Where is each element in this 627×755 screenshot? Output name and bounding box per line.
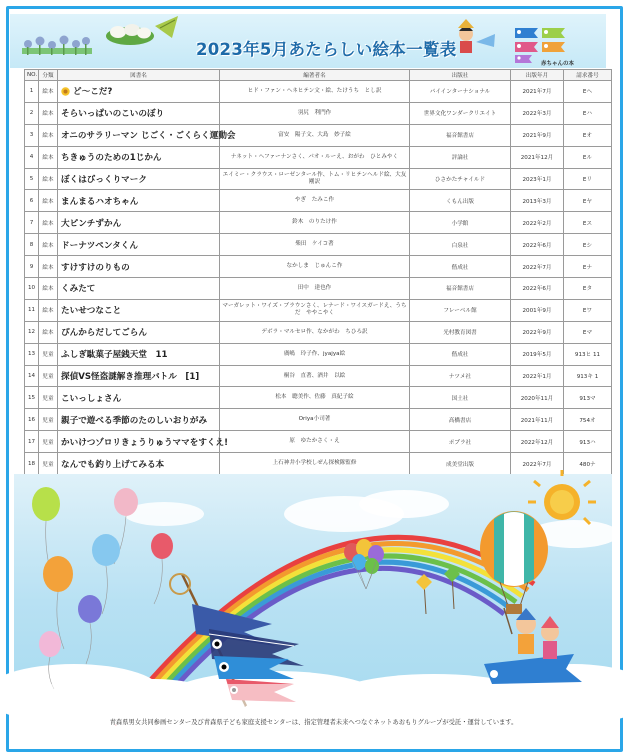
row-title: すけすけのりもの	[58, 256, 220, 278]
row-author: デボラ・マルセロ作、なかがわ ちひろ訳	[220, 321, 410, 343]
header-date: 出版年月	[511, 70, 564, 81]
row-category: 絵本	[39, 321, 58, 343]
header-call-number: 請求番号	[564, 70, 612, 81]
row-category: 絵本	[39, 124, 58, 146]
koi-caption: 赤ちゃんの本	[541, 61, 575, 67]
row-author: 上石神井小学校しぜん探検隊監修	[220, 453, 410, 475]
row-author: ヒド・ファン・ヘネヒテン文・絵、たけうち とし訳	[220, 81, 410, 103]
row-author: マーガレット・ワイズ・ブラウンさく、レナード・ワイスガードえ、うちだ ややこやく	[220, 299, 410, 321]
row-date: 2022年2月	[511, 212, 564, 234]
row-title: オニのサラリーマン じごく・ごくらく運動会	[58, 124, 220, 146]
table-row	[25, 146, 612, 168]
row-number: 12	[25, 321, 39, 343]
row-date: 2021年12月	[511, 146, 564, 168]
row-publisher: 小学館	[410, 212, 511, 234]
row-publisher: フレーベル館	[410, 299, 511, 321]
row-author: 羽尻 利門作	[220, 102, 410, 124]
row-author: 鈴木 のりたけ作	[220, 212, 410, 234]
row-title: ふしぎ駄菓子屋銭天堂 11	[58, 343, 220, 365]
table-row	[25, 365, 612, 387]
row-call-number: Eヘ	[564, 81, 612, 103]
row-number: 1	[25, 81, 39, 103]
row-title-text: ど～こだ?	[73, 87, 113, 98]
header-title: 図書名	[58, 70, 220, 81]
table-row	[25, 431, 612, 453]
row-publisher: 福音館書店	[410, 124, 511, 146]
row-author: なかしま じゅんこ作	[220, 256, 410, 278]
row-call-number: Eヤ	[564, 190, 612, 212]
row-number: 9	[25, 256, 39, 278]
row-publisher: 高橋書店	[410, 409, 511, 431]
row-number: 10	[25, 278, 39, 300]
scene-svg	[14, 474, 612, 706]
row-date: 2023年1月	[511, 168, 564, 190]
row-title: まんまるハオちゃん	[58, 190, 220, 212]
row-call-number: Eシ	[564, 234, 612, 256]
table-row	[25, 453, 612, 475]
row-author: Oriya小司著	[220, 409, 410, 431]
children-icon	[484, 608, 582, 684]
row-author: 柴田 ケイコ著	[220, 234, 410, 256]
row-number: 13	[25, 343, 39, 365]
row-publisher: ひさかたチャイルド	[410, 168, 511, 190]
row-call-number: Eマ	[564, 321, 612, 343]
row-title: ぼくはびっくりマーク	[58, 168, 220, 190]
row-title: ぴんからだしてごらん	[58, 321, 220, 343]
row-title: かいけつゾロリきょうりゅうママをすくえ!	[58, 431, 220, 453]
table-row	[25, 234, 612, 256]
row-title: こいっしょさん	[58, 387, 220, 409]
row-number: 4	[25, 146, 39, 168]
table-row	[25, 278, 612, 300]
row-category: 絵本	[39, 146, 58, 168]
row-date: 2021年9月	[511, 124, 564, 146]
table-row	[25, 343, 612, 365]
row-author: 田中 達也作	[220, 278, 410, 300]
row-author: 原 ゆたかさく・え	[220, 431, 410, 453]
page-title: 2023年5月あたらしい絵本一覧表	[196, 40, 457, 59]
header-category: 分類	[39, 70, 58, 81]
row-number: 5	[25, 168, 39, 190]
footer-note: 青森県男女共同参画センター及び青森県子ども家庭支援センターは、指定管理者未来へつなぐネットあおもりグループが受託・運営しています。	[109, 719, 518, 726]
row-author: エイミー・クラウス・ローゼンタール作、トム・リヒテンヘルド絵、大友 剛訳	[220, 168, 410, 190]
row-author: 廣嶋 玲子作、jyajya絵	[220, 343, 410, 365]
row-date: 2022年9月	[511, 321, 564, 343]
row-author: 富安 陽子文、大島 妙子絵	[220, 124, 410, 146]
row-date: 2019年5月	[511, 343, 564, 365]
row-category: 絵本	[39, 190, 58, 212]
row-date: 2022年6月	[511, 234, 564, 256]
row-number: 16	[25, 409, 39, 431]
row-title	[58, 81, 220, 103]
row-date: 2020年11月	[511, 387, 564, 409]
sunflower-icon	[61, 87, 70, 96]
row-number: 3	[25, 124, 39, 146]
row-category: 児童	[39, 409, 58, 431]
koinobori-icon	[515, 28, 565, 63]
row-number: 8	[25, 234, 39, 256]
row-date: 2022年1月	[511, 365, 564, 387]
row-call-number: Eス	[564, 212, 612, 234]
row-publisher: 偕成社	[410, 343, 511, 365]
row-date: 2021年7月	[511, 81, 564, 103]
row-publisher: 福音館書店	[410, 278, 511, 300]
row-number: 6	[25, 190, 39, 212]
row-publisher: ポプラ社	[410, 431, 511, 453]
sun-icon	[528, 470, 596, 524]
mochi-icon	[106, 16, 178, 45]
row-publisher: 国土社	[410, 387, 511, 409]
row-publisher: 成美堂出版	[410, 453, 511, 475]
row-category: 絵本	[39, 278, 58, 300]
row-call-number: Eリ	[564, 168, 612, 190]
row-publisher: 評論社	[410, 146, 511, 168]
row-category: 絵本	[39, 256, 58, 278]
row-category: 児童	[39, 343, 58, 365]
row-date: 2001年9月	[511, 299, 564, 321]
header-author: 編著者名	[220, 70, 410, 81]
row-number: 2	[25, 102, 39, 124]
row-date: 2022年6月	[511, 278, 564, 300]
row-title: ドーナツペンタくん	[58, 234, 220, 256]
row-author: 松本 聰美作、佐藤 真紀子絵	[220, 387, 410, 409]
row-number: 15	[25, 387, 39, 409]
row-author: ナネット・ヘファーナンさく、パオ・ルーえ、おがわ ひとみやく	[220, 146, 410, 168]
table-row	[25, 168, 612, 190]
header-publisher: 出版社	[410, 70, 511, 81]
row-date: 2022年7月	[511, 453, 564, 475]
row-call-number: Eタ	[564, 278, 612, 300]
table-row	[25, 299, 612, 321]
row-category: 絵本	[39, 234, 58, 256]
row-category: 絵本	[39, 168, 58, 190]
row-call-number: 913ヒ 11	[564, 343, 612, 365]
row-publisher: くもん出版	[410, 190, 511, 212]
row-category: 絵本	[39, 81, 58, 103]
header-no: NO.	[25, 70, 39, 81]
row-category: 絵本	[39, 102, 58, 124]
row-number: 7	[25, 212, 39, 234]
row-call-number: 913ハ	[564, 431, 612, 453]
row-publisher: パイインターナショナル	[410, 81, 511, 103]
row-call-number: Eワ	[564, 299, 612, 321]
table-row	[25, 190, 612, 212]
row-title: 親子で遊べる季節のたのしいおりがみ	[58, 409, 220, 431]
row-category: 絵本	[39, 212, 58, 234]
table-row	[25, 124, 612, 146]
book-list-table	[24, 69, 612, 475]
row-number: 11	[25, 299, 39, 321]
children-icon	[458, 19, 495, 53]
row-author: やぎ たみこ作	[220, 190, 410, 212]
table-row	[25, 102, 612, 124]
row-publisher: 光村教育図書	[410, 321, 511, 343]
header-banner	[10, 14, 606, 68]
row-call-number: Eオ	[564, 124, 612, 146]
row-call-number: 913キ 1	[564, 365, 612, 387]
row-category: 絵本	[39, 299, 58, 321]
row-title: なんでも釣り上げてみる本	[58, 453, 220, 475]
table-header-row	[25, 70, 612, 81]
row-call-number: Eハ	[564, 102, 612, 124]
row-call-number: 480ナ	[564, 453, 612, 475]
row-publisher: 偕成社	[410, 256, 511, 278]
row-date: 2021年11月	[511, 409, 564, 431]
table-row	[25, 81, 612, 103]
row-call-number: Eナ	[564, 256, 612, 278]
row-title: 探偵VS怪盗謎解き推理バトル [1]	[58, 365, 220, 387]
row-date: 2022年3月	[511, 102, 564, 124]
row-category: 児童	[39, 387, 58, 409]
row-number: 18	[25, 453, 39, 475]
row-date: 2013年3月	[511, 190, 564, 212]
table-row	[25, 256, 612, 278]
row-call-number: 913マ	[564, 387, 612, 409]
row-call-number: Eル	[564, 146, 612, 168]
row-number: 14	[25, 365, 39, 387]
row-category: 児童	[39, 431, 58, 453]
row-title: たいせつなこと	[58, 299, 220, 321]
row-publisher: ナツメ社	[410, 365, 511, 387]
row-number: 17	[25, 431, 39, 453]
table-row	[25, 409, 612, 431]
table-row	[25, 387, 612, 409]
table-row	[25, 321, 612, 343]
row-call-number: 754オ	[564, 409, 612, 431]
row-publisher: 世界文化ワンダークリエイト	[410, 102, 511, 124]
row-date: 2022年7月	[511, 256, 564, 278]
row-title: ちきゅうのための1じかん	[58, 146, 220, 168]
row-title: 大ピンチずかん	[58, 212, 220, 234]
row-title: くみたて	[58, 278, 220, 300]
spring-illustration	[14, 474, 612, 706]
row-category: 児童	[39, 365, 58, 387]
row-author: 桐谷 直著、酒井 以絵	[220, 365, 410, 387]
row-publisher: 白泉社	[410, 234, 511, 256]
row-category: 児童	[39, 453, 58, 475]
row-title: そらいっぱいのこいのぼり	[58, 102, 220, 124]
flowers-icon	[22, 36, 92, 56]
row-date: 2022年12月	[511, 431, 564, 453]
table-row	[25, 212, 612, 234]
